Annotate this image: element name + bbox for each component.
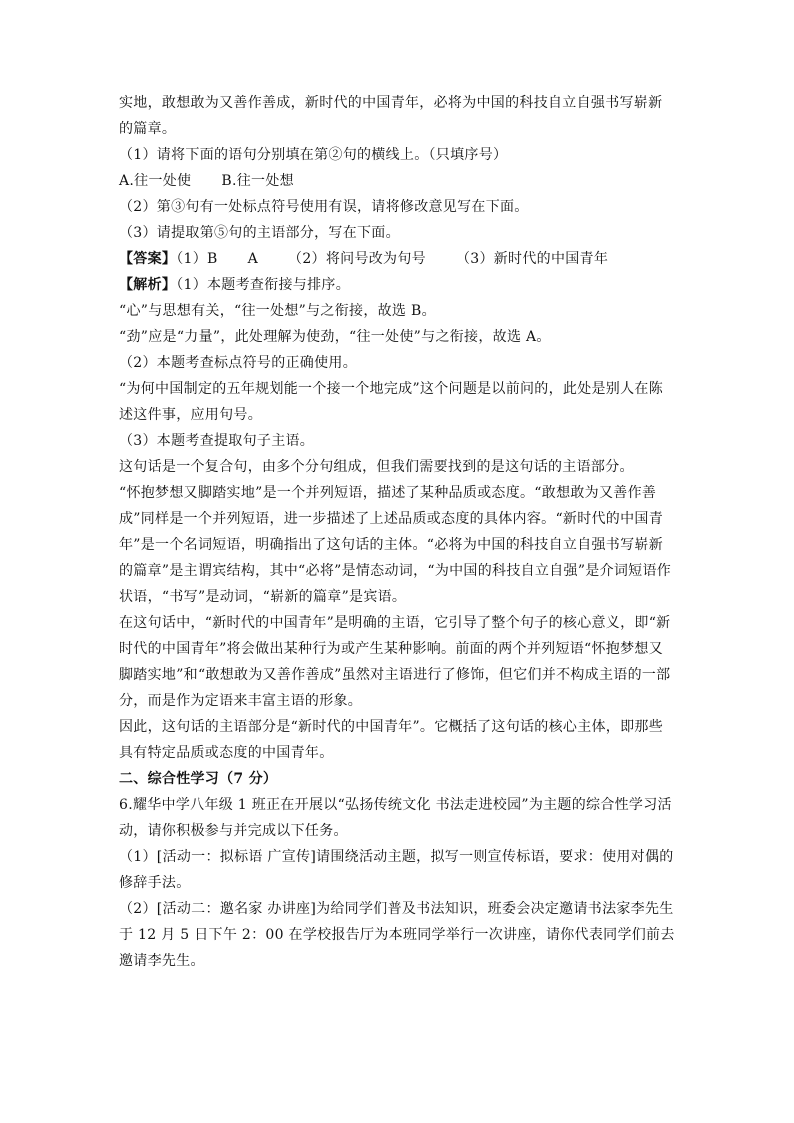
- answer-line: [119, 246, 675, 272]
- analysis-para: “为何中国制定的五年规划能一个接一个地完成”这个问题是以前问的，此处是别人在陈述这件事，应用句号。: [119, 381, 664, 423]
- question-1: （1）请将下面的语句分别填在第②句的横线上。（只填序号）: [119, 147, 508, 163]
- analysis-1: （1）本题考查衔接与排序。: [176, 277, 351, 293]
- answer-1: （1）B: [176, 251, 218, 267]
- section-heading: 二、综合性学习（7 分）: [119, 771, 278, 787]
- question-6-1: （1）[活动一：拟标语 广宣传]请围绕活动主题，拟写一则宣传标语，要求：使用对偶的修辞手法。: [119, 849, 674, 891]
- analysis-para: 因此，这句话的主语部分是“新时代的中国青年”。它概括了这句话的核心主体，即那些具有特定品质或态度的中国青年。: [119, 719, 664, 761]
- options-row: [119, 168, 675, 194]
- question-3: （3）请提取第⑤句的主语部分，写在下面。: [119, 225, 400, 241]
- analysis-para: （3）本题考查提取句子主语。: [119, 433, 315, 449]
- option-b: B.往一处想: [221, 173, 294, 189]
- analysis-para: 在这句话中，“新时代的中国青年”是明确的主语，它引导了整个句子的核心意义，即“新时代的中国青年”将会做出某种行为或产生某种影响。前面的两个并列短语“怀抱梦想又脚踏实地”和“敢想敢为又善作善成”虽然对主语进行了修饰，但它们并不构成主语的一部分，而是作为定语来丰富主语的形象。: [119, 615, 671, 709]
- analysis-para: “心”与思想有关，“往一处想”与之衔接，故选 B。: [119, 303, 436, 319]
- question-2: （2）第③句有一处标点符号使用有误，请将修改意见写在下面。: [119, 199, 529, 215]
- question-6: 6.耀华中学八年级 1 班正在开展以“弘扬传统文化 书法走进校园”为主题的综合性学习活动，请你积极参与并完成以下任务。: [119, 797, 672, 839]
- analysis-para: （2）本题考查标点符号的正确使用。: [119, 355, 358, 371]
- answer-label: 【答案】: [119, 251, 177, 267]
- answer-2: （2）将问号改为句号: [288, 251, 426, 267]
- analysis-line: [119, 272, 675, 298]
- analysis-para: “劲”应是“力量”，此处理解为使劲，“往一处使”与之衔接，故选 A。: [119, 329, 551, 345]
- analysis-para: “怀抱梦想又脚踏实地”是一个并列短语，描述了某种品质或态度。“敢想敢为又善作善成”同样是一个并列短语，进一步描述了上述品质或态度的具体内容。“新时代的中国青年”是一个名词短语，明确指出了这句话的主体。“必将为中国的科技自立自强书写崭新的篇章”是主谓宾结构，其中“必将”是情态动词，“为中国的科技自立自强”是介词短语作状语，“书写”是动词，“崭新的篇章”是宾语。: [119, 485, 672, 605]
- analysis-label: 【解析】: [119, 277, 177, 293]
- passage-tail: 实地，敢想敢为又善作善成，新时代的中国青年，必将为中国的科技自立自强书写崭新的篇章。: [119, 95, 663, 137]
- document-body: [119, 90, 675, 974]
- analysis-para: 这句话是一个复合句，由多个分句组成，但我们需要找到的是这句话的主语部分。: [119, 459, 634, 475]
- answer-3: （3）新时代的中国青年: [455, 251, 609, 267]
- question-6-2: （2）[活动二：邀名家 办讲座]为给同学们普及书法知识，班委会决定邀请书法家李先生于 12 月 5 日下午 2：00 在学校报告厅为本班同学举行一次讲座，请你代表同学们前去邀请李先生。: [119, 901, 675, 969]
- answer-1b: A: [247, 251, 259, 267]
- option-a: A.往一处使: [119, 173, 192, 189]
